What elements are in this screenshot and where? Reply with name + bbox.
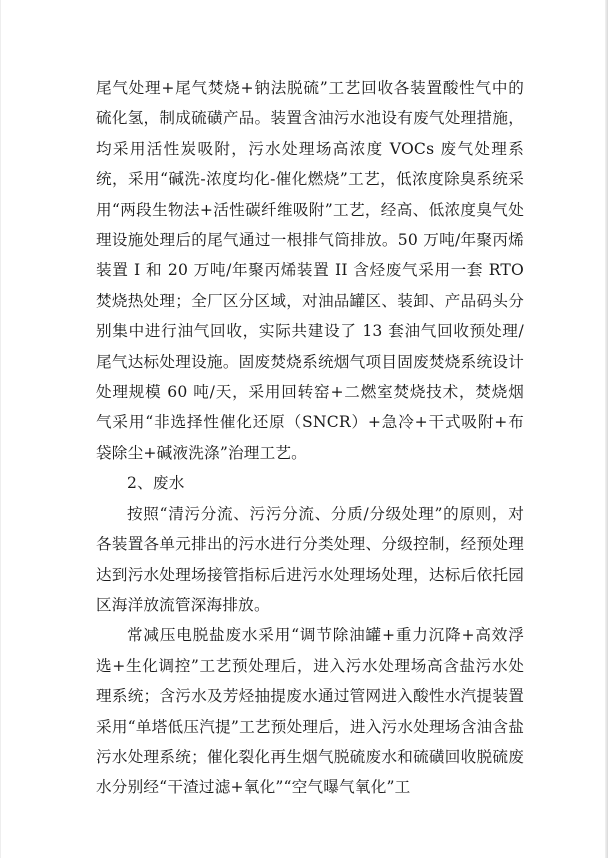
paragraph-waste-gas-continued: 尾气处理+尾气焚烧+钠法脱硫”工艺回收各装置酸性气中的硫化氢，制成硫磺产品。装置含油污水池设有废气处理措施，均采用活性炭吸附，污水处理场高浓度 VOCs 废气处理系统，采用“碱洗-浓度均化-催化燃烧”工艺，低浓度除臭系统采用“两段生物法+活性碳纤维吸附”工艺，经高、低浓度臭气处理设施处理后的尾气通过一根排气筒排放。50 万吨/年聚丙烯装置 I 和 20 万吨/年聚丙烯装置 II 含烃废气采用一套 RTO 焚烧热处理；全厂区分区域，对油品罐区、装卸、产品码头分别集中进行油气回收，实际共建设了 13 套油气回收预处理/尾气达标处理设施。固废焚烧系统烟气项目固废焚烧系统设计处理规模 60 吨/天，采用回转窑+二燃室焚烧技术，焚烧烟气采用“非选择性催化还原（SNCR）+急冷+干式吸附+布袋除尘+碱液洗涤”治理工艺。 [96, 79, 524, 462]
paragraph-wastewater-principle: 按照“清污分流、污污分流、分质/分级处理”的原则，对各装置各单元排出的污水进行分类处理、分级控制，经预处理达到污水处理场接管指标后进污水处理场处理，达标后依托园区海洋放流管深海排放。 [96, 504, 524, 614]
page-edge-left [0, 0, 1, 858]
section-heading-wastewater: 2、废水 [127, 474, 185, 493]
document-body [96, 73, 524, 803]
paragraph-wastewater-pretreatment: 常减压电脱盐废水采用“调节除油罐+重力沉降+高效浮选+生化调控”工艺预处理后，进入污水处理场高含盐污水处理系统；含污水及芳烃抽提废水通过管网进入酸性水汽提装置采用“单塔低压汽提”工艺预处理后，进入污水处理场含油含盐污水处理系统；催化裂化再生烟气脱硫废水和硫磺回收脱硫废水分别经“干渣过滤+氧化”“空气曝气氧化”工 [96, 626, 524, 797]
